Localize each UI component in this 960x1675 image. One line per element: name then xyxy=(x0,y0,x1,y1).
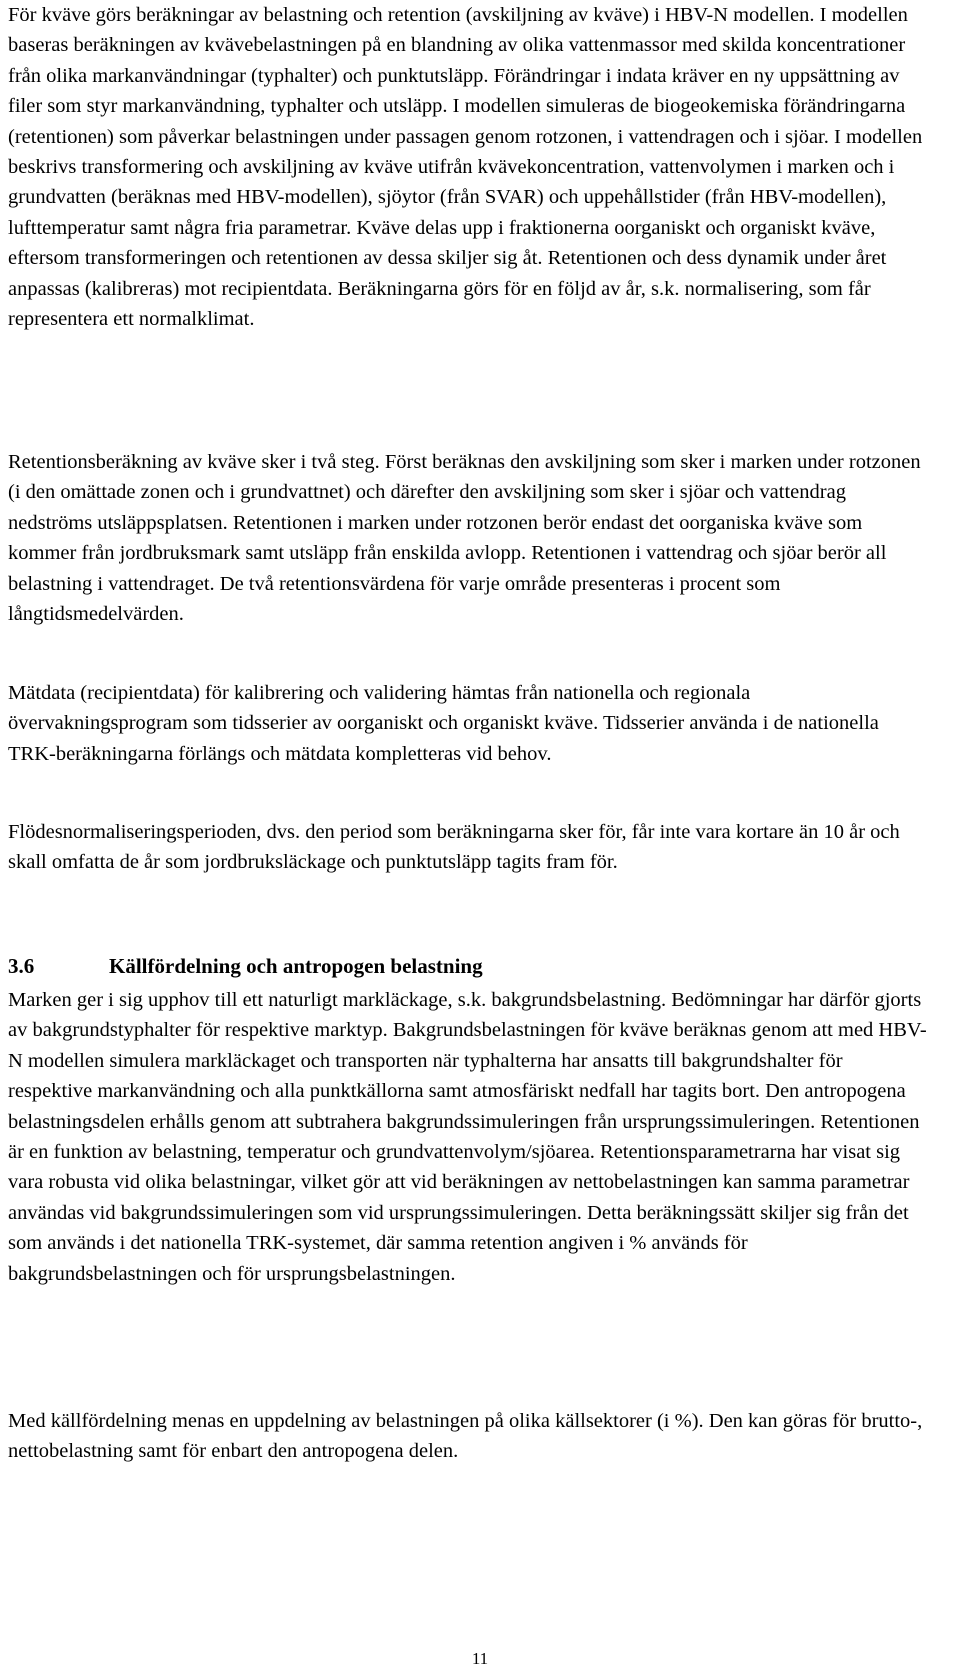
page-number: 11 xyxy=(471,1649,489,1668)
paragraph-hbv-n-model: För kväve görs beräkningar av belastning och retention (avskiljning av kväve) i HBV-N modellen. I modellen baseras beräkningen av kvävebelastningen på en blandning av olika vattenmassor med skilda koncentrationer från olika markanvändningar (typhalter) och punktutsläpp. Förändringar i indata kräver en ny uppsättning av filer som styr markanvändning, typhalter och utsläpp. I modellen simuleras de biogeokemiska förändringarna (retentionen) som påverkar belastningen under passagen genom rotzonen, i vattendragen och i sjöar. I modellen beskrivs transformering och avskiljning av kväve utifrån kvävekoncentration, vattenvolymen i marken och i grundvatten (beräknas med HBV-modellen), sjöytor (från SVAR) och uppehållstider (från HBV-modellen), lufttemperatur samt några fria parametrar. Kväve delas upp i fraktionerna oorganiskt och organiskt kväve, eftersom transformeringen och retentionen av dessa skiljer sig åt. Retentionen och dess dynamik under året anpassas (kalibreras) mot recipientdata. Beräkningarna görs för en följd av år, s.k. normalisering, som får representera ett normalklimat. xyxy=(8,4,923,331)
paragraph-source-apportionment: Med källfördelning menas en uppdelning av belastningen på olika källsektorer (i %). Den kan göras för brutto-, nettobelastning samt för enbart den antropogena delen. xyxy=(8,1410,923,1463)
paragraph-retention-calculation: Retentionsberäkning av kväve sker i två steg. Först beräknas den avskiljning som sker i marken under rotzonen (i den omättade zonen och i grundvattnet) och därefter den avskiljning som sker i sjöar och vattendrag nedströms utsläppsplatsen. Retentionen i marken under rotzonen berör endast det oorganiska kväve som kommer från jordbruksmark samt utsläpp från enskilda avlopp. Retentionen i vattendrag och sjöar berör all belastning i vattendraget. De två retentionsvärdena för varje område presenteras i procent som långtidsmedelvärden. xyxy=(8,451,921,626)
paragraph-flow-normalization: Flödesnormaliseringsperioden, dvs. den period som beräkningarna sker för, får inte vara kortare än 10 år och skall omfatta de år som jordbruksläckage och punktutsläpp tagits fram för. xyxy=(8,821,900,874)
paragraph-background-load: Marken ger i sig upphov till ett naturligt markläckage, s.k. bakgrundsbelastning. Bedömningar har därför gjorts av bakgrundstyphalter för respektive marktyp. Bakgrundsbelastningen för kväve beräknas genom att med HBV-N modellen simulera markläckaget och transporten när typhalterna har ansatts till bakgrundshalter för respektive markanvändning och alla punktkällorna samt atmosfäriskt nedfall har tagits bort. Den antropogena belastningsdelen erhålls genom att subtrahera bakgrundssimuleringen från ursprungssimuleringen. Retentionen är en funktion av belastning, temperatur och grundvattenvolym/sjöarea. Retentionsparametrarna har visat sig vara robusta vid olika belastningar, vilket gör att vid beräkningen av nettobelastningen kan samma parametrar användas vid bakgrundssimuleringen som vid ursprungssimuleringen. Detta beräkningssätt skiljer sig från det som används i det nationella TRK-systemet, där samma retention angiven i % används för bakgrundsbelastningen och för ursprungsbelastningen. xyxy=(8,989,927,1285)
section-number: 3.6 xyxy=(8,954,35,978)
section-heading xyxy=(8,951,483,981)
section-title: Källfördelning och antropogen belastning xyxy=(109,954,483,978)
paragraph-measurement-data: Mätdata (recipientdata) för kalibrering och validering hämtas från nationella och regionala övervakningsprogram som tidsserier av oorganiskt och organiskt kväve. Tidsserier använda i de nationella TRK-beräkningarna förlängs och mätdata kompletteras vid behov. xyxy=(8,682,879,765)
